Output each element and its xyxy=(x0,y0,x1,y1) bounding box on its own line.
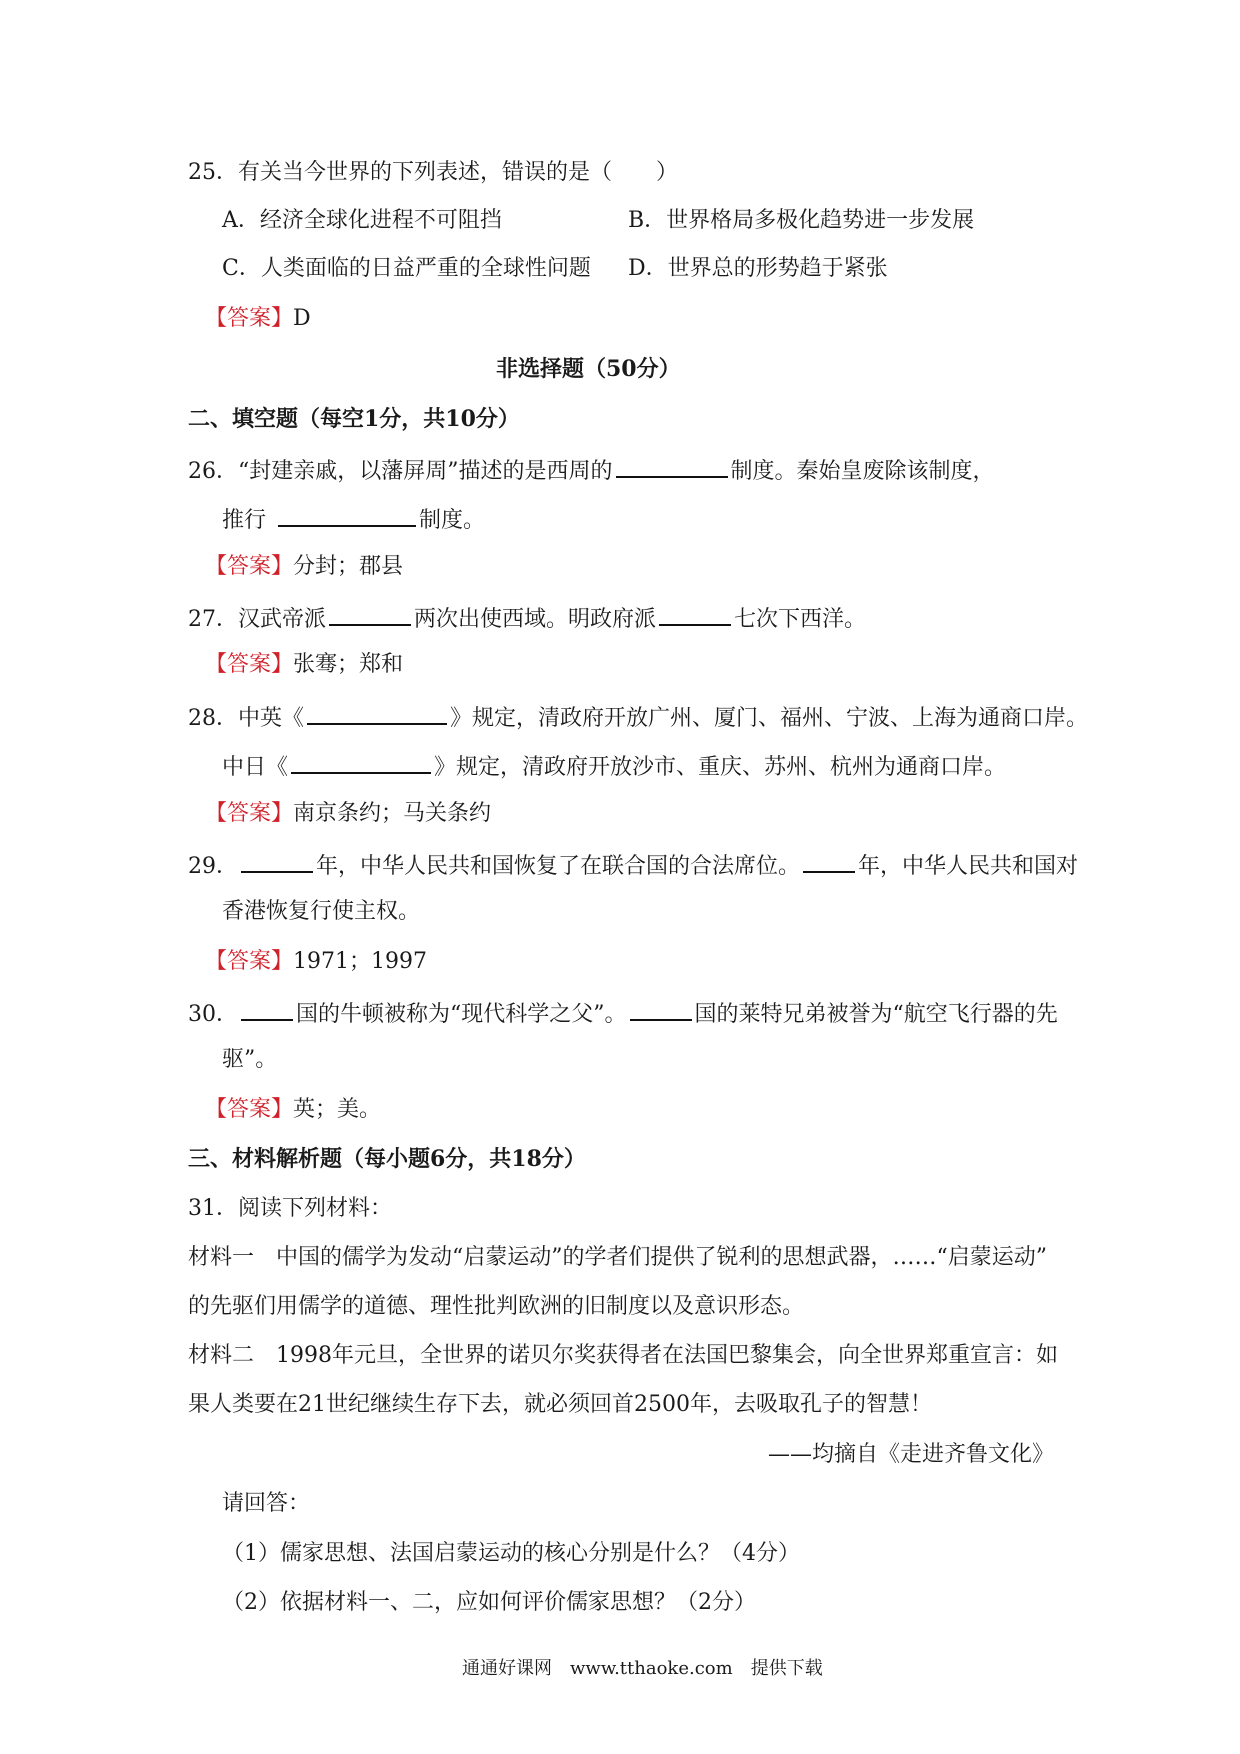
fill-blank xyxy=(329,602,411,626)
q25-option-b: B．世界格局多极化趋势进一步发展 xyxy=(628,208,975,233)
q25-option-c: C．人类面临的日益严重的全球性问题 xyxy=(222,256,591,281)
q29-text: 年，中华人民共和国恢复了在联合国的合法席位。 xyxy=(316,854,801,879)
answer-text: D xyxy=(293,306,311,331)
q26-text: 26．“封建亲戚，以藩屏周”描述的是西周的 xyxy=(188,459,613,484)
q26-answer xyxy=(205,553,403,581)
q28-line2 xyxy=(222,750,1006,782)
q25-option-a: A．经济全球化进程不可阻挡 xyxy=(222,208,502,233)
q28-text: 》规定，清政府开放广州、厦门、福州、宁波、上海为通商口岸。 xyxy=(450,706,1089,731)
q28-answer xyxy=(205,800,491,828)
q25-stem: 25．有关当今世界的下列表述，错误的是（ ） xyxy=(188,160,678,185)
section3-heading: 三、材料解析题（每小题6分，共18分） xyxy=(188,1146,586,1172)
q27-text: 七次下西洋。 xyxy=(734,607,867,632)
answer-tag: 【答案】 xyxy=(205,949,294,974)
fill-blank xyxy=(241,849,313,873)
nonchoice-heading: 非选择题（50分） xyxy=(496,356,681,382)
fill-blank xyxy=(616,454,728,478)
q30-line1 xyxy=(188,997,1058,1029)
q26-text: 制度。 xyxy=(419,508,486,533)
q28-text: 28．中英《 xyxy=(188,706,304,731)
fill-blank xyxy=(803,849,855,873)
q25-option-d: D．世界总的形势趋于紧张 xyxy=(628,256,888,281)
q31-sub2: （2）依据材料一、二，应如何评价儒家思想？（2分） xyxy=(222,1590,756,1615)
q30-answer xyxy=(205,1096,381,1124)
q25-answer xyxy=(205,305,311,333)
q28-text: 中日《 xyxy=(222,755,289,780)
q30-text: 30． xyxy=(188,1002,238,1027)
q28-line1 xyxy=(188,701,1088,733)
fill-blank xyxy=(630,997,692,1021)
answer-tag: 【答案】 xyxy=(205,554,294,579)
q26-line1 xyxy=(188,454,995,486)
q31-stem: 31．阅读下列材料： xyxy=(188,1196,392,1221)
q26-text: 推行 xyxy=(222,508,267,533)
answer-text: 分封；郡县 xyxy=(293,554,404,579)
q29-answer xyxy=(205,948,427,976)
answer-text: 张骞；郑和 xyxy=(293,652,404,677)
fill-blank xyxy=(278,503,416,527)
q30-text: 国的牛顿被称为“现代科学之父”。 xyxy=(296,1002,627,1027)
q31-material2-line2: 果人类要在21世纪继续生存下去，就必须回首2500年，去吸取孔子的智慧！ xyxy=(188,1392,932,1417)
answer-tag: 【答案】 xyxy=(205,306,294,331)
q29-line2: 香港恢复行使主权。 xyxy=(222,899,421,924)
q31-material2-line1: 材料二 1998年元旦，全世界的诺贝尔奖获得者在法国巴黎集会，向全世界郑重宣言：如 xyxy=(188,1343,1058,1368)
fill-blank xyxy=(307,701,447,725)
q26-text: 制度。秦始皇废除该制度， xyxy=(730,459,995,484)
q29-text: 29． xyxy=(188,854,238,879)
q31-prompt: 请回答： xyxy=(222,1491,311,1516)
fill-blank xyxy=(241,997,293,1021)
q31-sub1: （1）儒家思想、法国启蒙运动的核心分别是什么？（4分） xyxy=(222,1541,800,1566)
fill-blank xyxy=(659,602,731,626)
q29-text: 年，中华人民共和国对 xyxy=(858,854,1079,879)
fill-blank xyxy=(291,750,431,774)
answer-text: 英；美。 xyxy=(293,1097,382,1122)
q31-material1-line1: 材料一 中国的儒学为发动“启蒙运动”的学者们提供了锐利的思想武器，……“启蒙运动” xyxy=(188,1245,1047,1270)
answer-tag: 【答案】 xyxy=(205,652,294,677)
q30-line2: 驱”。 xyxy=(222,1047,278,1072)
q27-text: 27．汉武帝派 xyxy=(188,607,326,632)
q27-answer xyxy=(205,651,403,679)
section2-heading: 二、填空题（每空1分，共10分） xyxy=(188,406,520,432)
q31-source: ——均摘自《走进齐鲁文化》 xyxy=(768,1442,1055,1467)
answer-text: 1971；1997 xyxy=(293,949,427,974)
answer-text: 南京条约；马关条约 xyxy=(293,801,492,826)
answer-tag: 【答案】 xyxy=(205,1097,294,1122)
q28-text: 》规定，清政府开放沙市、重庆、苏州、杭州为通商口岸。 xyxy=(434,755,1007,780)
q27-line1 xyxy=(188,602,866,634)
page-footer: 通通好课网 www.tthaoke.com 提供下载 xyxy=(462,1658,823,1679)
q26-line2 xyxy=(222,503,485,535)
answer-tag: 【答案】 xyxy=(205,801,294,826)
q30-text: 国的莱特兄弟被誉为“航空飞行器的先 xyxy=(694,1002,1058,1027)
q29-line1 xyxy=(188,849,1078,881)
q31-material1-line2: 的先驱们用儒学的道德、理性批判欧洲的旧制度以及意识形态。 xyxy=(188,1294,805,1319)
q27-text: 两次出使西域。明政府派 xyxy=(414,607,657,632)
